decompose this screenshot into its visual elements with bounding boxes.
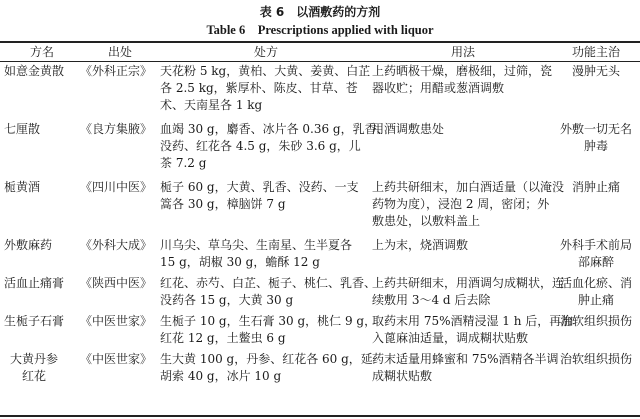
- cell-usage: [372, 313, 574, 347]
- cell-name: [4, 63, 80, 80]
- cell-function: [554, 179, 638, 196]
- cell-line: 没药、红花各 4.5 g，朱砂 3.6 g，儿: [160, 139, 361, 153]
- cell-name: [4, 121, 80, 138]
- header-prescription: 处方: [253, 45, 278, 59]
- cell-function: [554, 313, 638, 330]
- cell-source: 《外科正宗》: [80, 64, 153, 78]
- cell-line: 胡索 40 g，冰片 10 g: [160, 369, 282, 383]
- cell-line: 红花 12 g，土鳖虫 6 g: [160, 331, 286, 345]
- cell-line: 红花、赤芍、白芷、栀子、桃仁、乳香、: [160, 276, 377, 290]
- cell-source: 《良方集腋》: [80, 122, 153, 136]
- cell-usage: [372, 179, 565, 230]
- cell-line: 活血止痛膏: [4, 276, 65, 290]
- cell-function: [554, 237, 638, 271]
- header-name: 方名: [29, 45, 54, 59]
- cell-prescription: [160, 179, 372, 213]
- cell-line: 上药晒极干燥，磨极细，过筛，瓷: [372, 64, 553, 78]
- cell-line: 外科手术前局: [559, 238, 632, 252]
- cell-line: 外敷一切无名: [559, 122, 632, 136]
- cell-line: 各 2.5 kg，紫厚朴、陈皮、甘草、苍: [160, 81, 358, 95]
- table-caption-zh: 表 6 以酒敷药的方剂: [259, 5, 381, 19]
- table-header-rule: [0, 61, 640, 62]
- cell-usage: [372, 237, 554, 254]
- cell-name: [4, 351, 64, 385]
- cell-usage: [372, 351, 559, 385]
- cell-line: 川乌尖、草乌尖、生南星、生半夏各: [160, 238, 353, 252]
- cell-usage: [372, 121, 554, 138]
- table-header: [0, 43, 640, 61]
- cell-line: 上药共研细末，用酒调匀成糊状，连: [372, 276, 565, 290]
- cell-line: 治软组织损伤: [559, 314, 632, 328]
- cell-line: 篙各 30 g，樟脑饼 7 g: [160, 197, 286, 211]
- table-row: [0, 237, 640, 271]
- cell-line: 没药各 15 g，大黄 30 g: [160, 293, 294, 307]
- cell-line: 红花: [21, 369, 46, 383]
- cell-line: 上为末，烧酒调敷: [372, 238, 469, 252]
- cell-prescription: [160, 313, 377, 347]
- cell-line: 续敷用 3～4 d 后去除: [372, 293, 491, 307]
- cell-function: [554, 275, 638, 309]
- cell-prescription: [160, 275, 377, 309]
- cell-prescription: [160, 121, 389, 172]
- cell-function: [554, 351, 638, 368]
- cell-line: 取药末用 75%酒精浸湿 1 h 后，再加: [372, 314, 574, 328]
- table-row: [0, 313, 640, 347]
- cell-line: 部麻醉: [577, 255, 614, 269]
- cell-name: [4, 237, 80, 254]
- cell-line: 如意金黄散: [4, 64, 65, 78]
- cell-line: 大黄丹参: [9, 352, 58, 366]
- header-usage: 用法: [450, 45, 475, 59]
- cell-name: [4, 275, 80, 292]
- cell-source: 《中医世家》: [80, 352, 153, 366]
- header-function: 功能主治: [571, 45, 620, 59]
- table-row: [0, 351, 640, 385]
- table-caption-en: Table 6 Prescriptions applied with liquor: [206, 23, 434, 37]
- cell-prescription: [160, 351, 372, 385]
- cell-line: 肿止痛: [577, 293, 614, 307]
- cell-line: 栀黄酒: [4, 180, 41, 194]
- cell-line: 天花粉 5 kg，黄柏、大黄、姜黄、白芷: [160, 64, 371, 78]
- table-row: [0, 63, 640, 117]
- cell-function: [554, 63, 638, 80]
- cell-source: 《陕西中医》: [80, 276, 153, 290]
- cell-prescription: [160, 63, 372, 114]
- cell-name: [4, 179, 80, 196]
- cell-line: 血竭 30 g，麝香、冰片各 0.36 g，乳香、: [160, 122, 389, 136]
- cell-source: 《四川中医》: [80, 180, 153, 194]
- cell-line: 外敷麻药: [4, 238, 53, 252]
- cell-usage: [372, 63, 554, 97]
- cell-line: 茶 7.2 g: [160, 156, 207, 170]
- cell-line: 活血化瘀、消: [559, 276, 632, 290]
- cell-line: 上药共研细末，加白酒适量（以淹没: [372, 180, 565, 194]
- table-row: [0, 179, 640, 233]
- cell-source: 《中医世家》: [80, 314, 153, 328]
- cell-line: 漫肿无头: [571, 64, 620, 78]
- cell-line: 用酒调敷患处: [372, 122, 445, 136]
- cell-line: 肿毒: [583, 139, 608, 153]
- cell-prescription: [160, 237, 372, 271]
- cell-line: 成糊状贴敷: [372, 369, 433, 383]
- cell-line: 七厘散: [4, 122, 41, 136]
- cell-line: 敷患处，以敷料盖上: [372, 214, 481, 228]
- cell-line: 生栀子石膏: [4, 314, 65, 328]
- cell-line: 器收贮；用醋或葱酒调敷: [372, 81, 505, 95]
- cell-line: 栀子 60 g，大黄、乳香、没药、一支: [160, 180, 359, 194]
- cell-usage: [372, 275, 565, 309]
- table-bottom-rule: [0, 415, 640, 417]
- table-row: [0, 121, 640, 175]
- cell-line: 药物为度），浸泡 2 周，密闭；外: [372, 197, 550, 211]
- table-row: [0, 275, 640, 309]
- header-source: 出处: [107, 45, 132, 59]
- cell-line: 入蓖麻油适量，调成糊状贴敷: [372, 331, 529, 345]
- cell-function: [554, 121, 638, 155]
- cell-line: 生栀子 10 g，生石膏 30 g，桃仁 9 g，: [160, 314, 377, 328]
- cell-line: 生大黄 100 g，丹参、红花各 60 g，延: [160, 352, 373, 366]
- cell-line: 术、天南星各 1 kg: [160, 98, 263, 112]
- cell-line: 消肿止痛: [571, 180, 620, 194]
- cell-line: 药末适量用蜂蜜和 75%酒精各半调: [372, 352, 559, 366]
- cell-name: [4, 313, 80, 330]
- cell-line: 15 g，胡椒 30 g，蟾酥 12 g: [160, 255, 320, 269]
- cell-source: 《外科大成》: [80, 238, 153, 252]
- cell-line: 治软组织损伤: [559, 352, 632, 366]
